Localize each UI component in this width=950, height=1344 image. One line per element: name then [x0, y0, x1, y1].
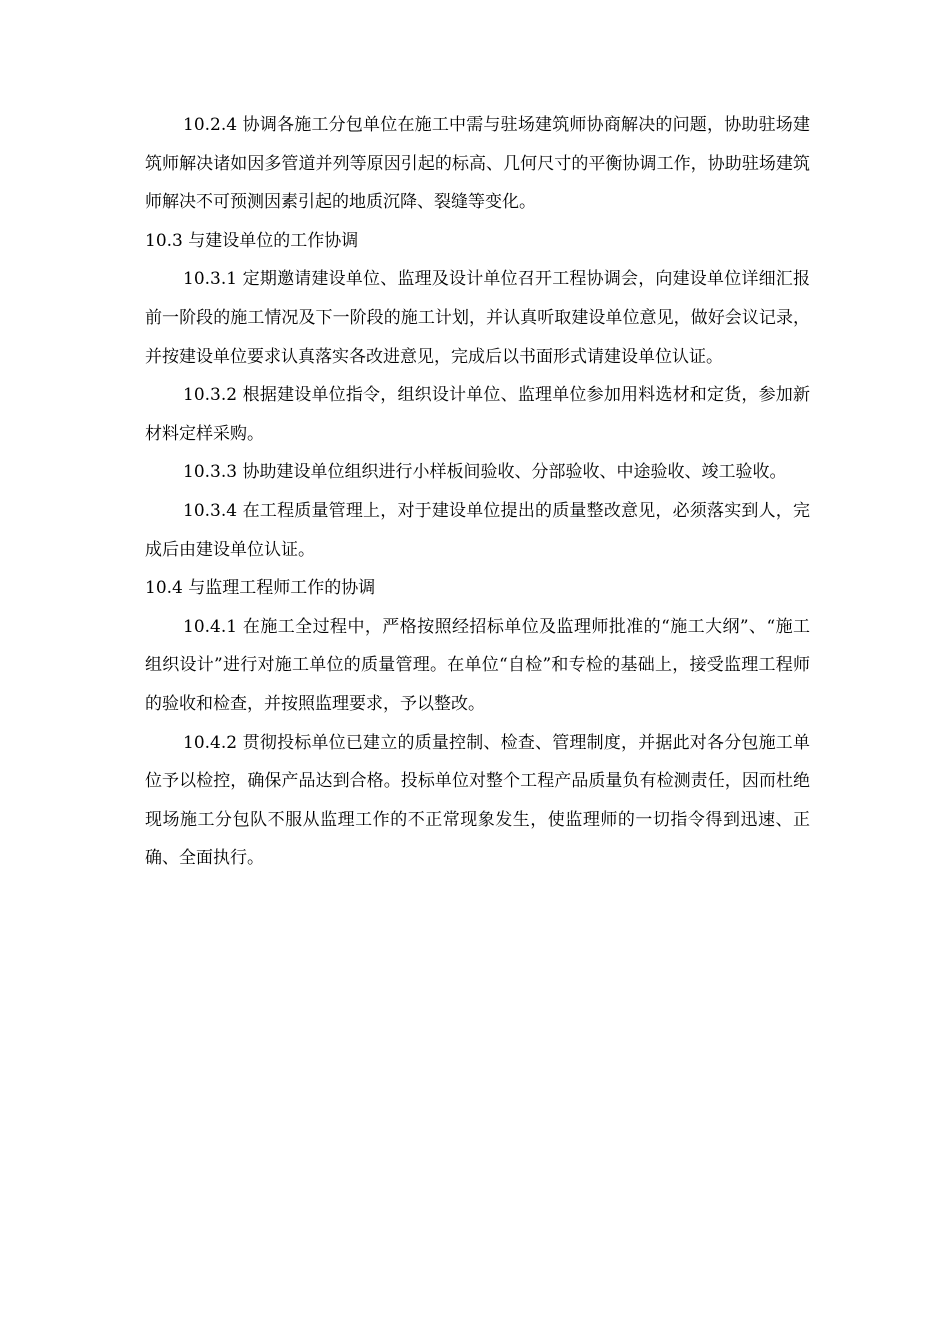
paragraph-10-2-4: 10.2.4 协调各施工分包单位在施工中需与驻场建筑师协商解决的问题，协助驻场建筑师解决诸如因多管道并列等原因引起的标高、几何尺寸的平衡协调工作，协助驻场建筑师解决不可预测因素引起的地质沉降、裂缝等变化。 — [145, 115, 810, 213]
paragraph-10-3-2: 10.3.2 根据建设单位指令，组织设计单位、监理单位参加用料选材和定货，参加新材料定样采购。 — [145, 385, 810, 444]
paragraph-10-3-1: 10.3.1 定期邀请建设单位、监理及设计单位召开工程协调会，向建设单位详细汇报前一阶段的施工情况及下一阶段的施工计划，并认真听取建设单位意见，做好会议记录，并按建设单位要求认真落实各改进意见，完成后以书面形式请建设单位认证。 — [145, 269, 810, 367]
paragraph-10-4-1: 10.4.1 在施工全过程中，严格按照经招标单位及监理师批准的“施工大纲”、“施工组织设计”进行对施工单位的质量管理。在单位“自检”和专检的基础上，接受监理工程师的验收和检查，并按照监理要求，予以整改。 — [145, 616, 810, 714]
paragraph-10-4-2: 10.4.2 贯彻投标单位已建立的质量控制、检查、管理制度，并据此对各分包施工单位予以检控，确保产品达到合格。投标单位对整个工程产品质量负有检测责任，因而杜绝现场施工分包队不服从监理工作的不正常现象发生，使监理师的一切指令得到迅速、正确、全面执行。 — [145, 732, 810, 869]
section-heading-10-4: 10.4 与监理工程师工作的协调 — [145, 578, 376, 599]
paragraph-10-3-4: 10.3.4 在工程质量管理上，对于建设单位提出的质量整改意见，必须落实到人，完成后由建设单位认证。 — [145, 500, 810, 560]
section-heading-10-3: 10.3 与建设单位的工作协调 — [145, 230, 359, 251]
paragraph-10-3-3: 10.3.3 协助建设单位组织进行小样板间验收、分部验收、中途验收、竣工验收。 — [183, 462, 787, 483]
document-body — [145, 106, 810, 878]
